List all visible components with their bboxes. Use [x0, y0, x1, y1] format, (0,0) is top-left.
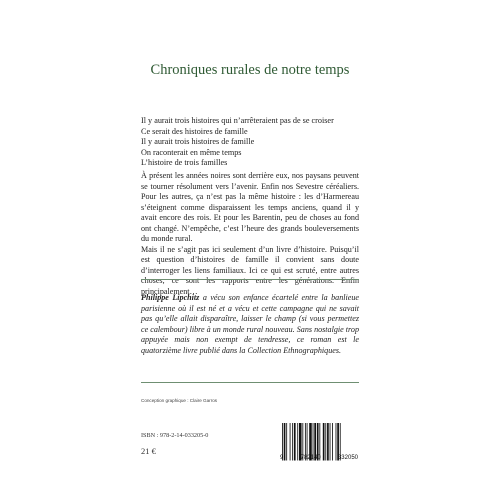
- barcode-left-digits: 782140: [300, 455, 321, 461]
- barcode-digits: [278, 455, 360, 461]
- epigraph-poem: [141, 116, 381, 169]
- poem-line: L’histoire de trois familles: [141, 158, 228, 168]
- isbn: ISBN : 978-2-14-033205-0: [141, 432, 209, 439]
- poem-line: Il y aurait trois histoires qui n’arrêteraient pas de se croiser: [141, 116, 334, 125]
- barcode-first-digit: 9: [280, 455, 284, 461]
- synopsis-paragraph: À présent les années noires sont derrière eux, nos paysans peuvent se tourner résolument vers l’avenir. Enfin nos Sevestre céréaliers. Pour les autres, ça n’est pas la même histoire : les d’Harmereau s’éteignent comme disparaissent les temps anciens, quand il y avait encore des rois. Et pour les Barentin, peu de choses au fond ont changé. N’empêche, c’est l’heure des grands bouleversements du monde rural.: [141, 171, 359, 243]
- author-bio: [141, 293, 359, 356]
- design-credits: Conception graphique : Claire Garros: [141, 398, 218, 403]
- book-title: Chroniques rurales de notre temps: [150, 62, 350, 78]
- poem-line: Il y aurait trois histoires de famille: [141, 137, 255, 147]
- synopsis-paragraph: Mais il ne s’agit pas ici seulement d’un livre d’histoire. Puisqu’il est question d’histoires de famille il convient sans doute d’interroger les liens familiaux. Ici ce qui est scruté, entre autres choses, ce sont les rapports entre les générations. Enfin principalement…: [141, 244, 359, 296]
- poem-line: On raconterait en même temps: [141, 147, 242, 157]
- divider-bottom: [141, 382, 359, 383]
- author-name: Philippe Lipchitz: [141, 293, 200, 302]
- price: 21 €: [141, 446, 156, 456]
- poem-line: Ce serait des histoires de famille: [141, 126, 248, 136]
- divider-top: [141, 279, 359, 280]
- author-bio-text: a vécu son enfance écartelé entre la banlieue parisienne où il est né et a vécu et cette campagne qui ne savait pas qu’elle allait disparaître, laisser le champ (si vous permettez ce calembour) libre à un monde rural nouveau. Sans nostalgie trop appuyée mais non exempt de tendresse, ce roman est le quatorzième livre publié dans la Collection Ethnographiques.: [141, 293, 359, 355]
- barcode-right-digits: 332050: [337, 455, 358, 461]
